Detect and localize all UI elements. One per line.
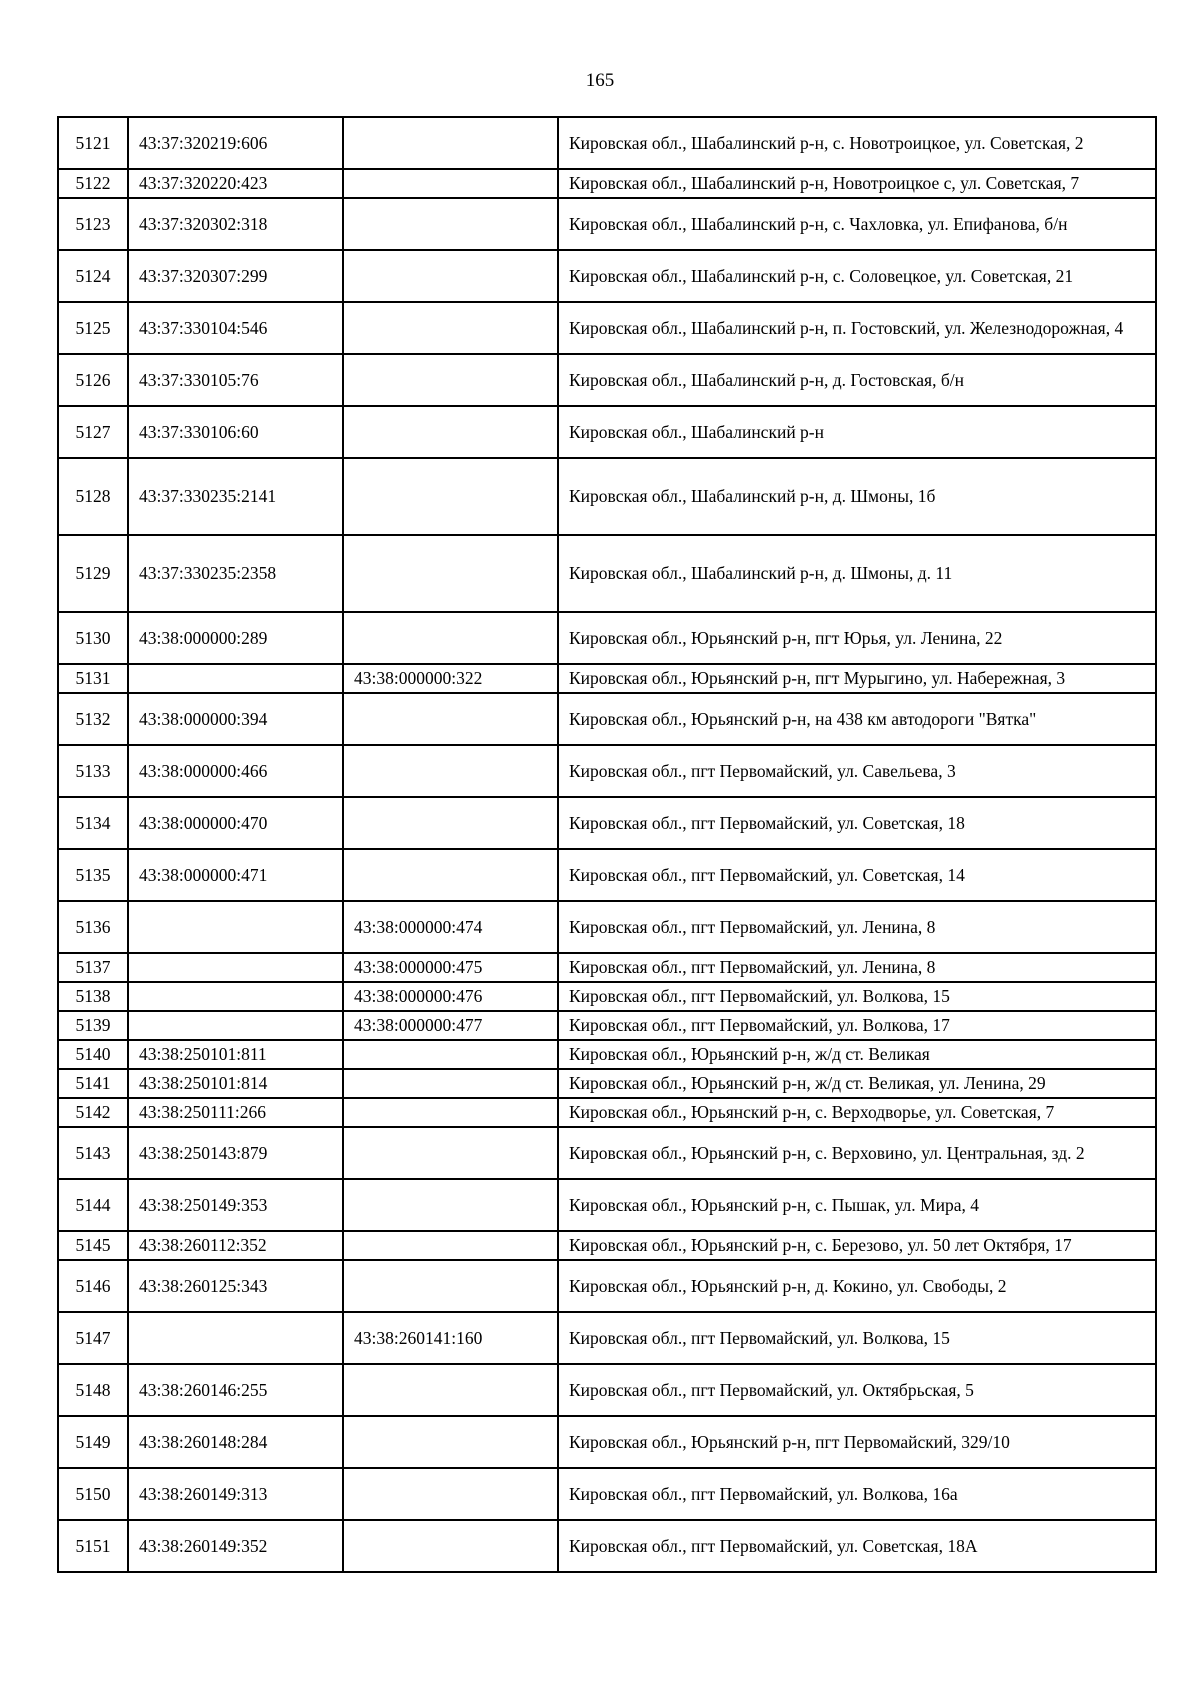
cadastral-number-primary xyxy=(128,1011,343,1040)
table-row xyxy=(58,901,1156,953)
address-cell: Кировская обл., Юрьянский р-н, пгт Мурыгино, ул. Набережная, 3 xyxy=(558,664,1156,693)
address-cell: Кировская обл., пгт Первомайский, ул. Волкова, 16а xyxy=(558,1468,1156,1520)
cadastral-number-primary: 43:38:260148:284 xyxy=(128,1416,343,1468)
row-number: 5137 xyxy=(58,953,128,982)
row-number: 5129 xyxy=(58,535,128,612)
row-number: 5134 xyxy=(58,797,128,849)
table-row xyxy=(58,1312,1156,1364)
table-row xyxy=(58,693,1156,745)
address-cell: Кировская обл., пгт Первомайский, ул. Ленина, 8 xyxy=(558,901,1156,953)
row-number: 5150 xyxy=(58,1468,128,1520)
row-number: 5131 xyxy=(58,664,128,693)
row-number: 5125 xyxy=(58,302,128,354)
cadastral-number-secondary xyxy=(343,1098,558,1127)
address-cell: Кировская обл., пгт Первомайский, ул. Советская, 18 xyxy=(558,797,1156,849)
cadastral-number-secondary xyxy=(343,1069,558,1098)
row-number: 5124 xyxy=(58,250,128,302)
cadastral-number-primary: 43:37:320219:606 xyxy=(128,117,343,169)
cadastral-number-secondary xyxy=(343,198,558,250)
row-number: 5149 xyxy=(58,1416,128,1468)
address-cell: Кировская обл., пгт Первомайский, ул. Волкова, 15 xyxy=(558,982,1156,1011)
cadastral-number-primary: 43:38:000000:466 xyxy=(128,745,343,797)
table-row xyxy=(58,1069,1156,1098)
cadastral-number-secondary xyxy=(343,1364,558,1416)
cadastral-number-secondary: 43:38:000000:476 xyxy=(343,982,558,1011)
row-number: 5121 xyxy=(58,117,128,169)
page-number: 165 xyxy=(585,70,615,91)
cadastral-number-primary: 43:38:250101:811 xyxy=(128,1040,343,1069)
address-cell: Кировская обл., пгт Первомайский, ул. Советская, 14 xyxy=(558,849,1156,901)
address-cell: Кировская обл., Шабалинский р-н, д. Шмоны, 1б xyxy=(558,458,1156,535)
cadastral-number-secondary xyxy=(343,117,558,169)
cadastral-number-primary: 43:38:260112:352 xyxy=(128,1231,343,1260)
cadastral-number-secondary xyxy=(343,693,558,745)
address-cell: Кировская обл., Шабалинский р-н, с. Соловецкое, ул. Советская, 21 xyxy=(558,250,1156,302)
table-row xyxy=(58,1127,1156,1179)
address-cell: Кировская обл., Шабалинский р-н, с. Чахловка, ул. Епифанова, б/н xyxy=(558,198,1156,250)
table-row xyxy=(58,1416,1156,1468)
cadastral-number-primary xyxy=(128,953,343,982)
cadastral-number-primary: 43:38:260125:343 xyxy=(128,1260,343,1312)
cadastral-number-primary: 43:38:250101:814 xyxy=(128,1069,343,1098)
row-number: 5127 xyxy=(58,406,128,458)
cadastral-number-secondary xyxy=(343,849,558,901)
table-row xyxy=(58,1260,1156,1312)
address-cell: Кировская обл., Шабалинский р-н xyxy=(558,406,1156,458)
table-row xyxy=(58,198,1156,250)
cadastral-number-secondary xyxy=(343,1520,558,1572)
cadastral-number-secondary xyxy=(343,745,558,797)
table-row xyxy=(58,406,1156,458)
row-number: 5135 xyxy=(58,849,128,901)
cadastral-number-primary: 43:38:250111:266 xyxy=(128,1098,343,1127)
address-cell: Кировская обл., Юрьянский р-н, д. Кокино, ул. Свободы, 2 xyxy=(558,1260,1156,1312)
cadastral-number-secondary xyxy=(343,1127,558,1179)
address-cell: Кировская обл., Юрьянский р-н, ж/д ст. Великая, ул. Ленина, 29 xyxy=(558,1069,1156,1098)
cadastral-number-secondary xyxy=(343,458,558,535)
cadastral-number-primary: 43:38:250149:353 xyxy=(128,1179,343,1231)
cadastral-number-primary: 43:37:320220:423 xyxy=(128,169,343,198)
cadastral-number-secondary: 43:38:000000:474 xyxy=(343,901,558,953)
table-row xyxy=(58,664,1156,693)
address-cell: Кировская обл., Юрьянский р-н, на 438 км автодороги "Вятка" xyxy=(558,693,1156,745)
row-number: 5145 xyxy=(58,1231,128,1260)
address-cell: Кировская обл., Юрьянский р-н, ж/д ст. Великая xyxy=(558,1040,1156,1069)
address-cell: Кировская обл., Юрьянский р-н, с. Верховино, ул. Центральная, зд. 2 xyxy=(558,1127,1156,1179)
table-row xyxy=(58,1364,1156,1416)
row-number: 5122 xyxy=(58,169,128,198)
cadastral-number-secondary xyxy=(343,169,558,198)
cadastral-number-secondary: 43:38:000000:475 xyxy=(343,953,558,982)
cadastral-number-primary: 43:37:320302:318 xyxy=(128,198,343,250)
table-row xyxy=(58,535,1156,612)
address-cell: Кировская обл., пгт Первомайский, ул. Савельева, 3 xyxy=(558,745,1156,797)
cadastral-number-primary xyxy=(128,901,343,953)
row-number: 5136 xyxy=(58,901,128,953)
row-number: 5147 xyxy=(58,1312,128,1364)
cadastral-number-primary xyxy=(128,1312,343,1364)
address-cell: Кировская обл., Юрьянский р-н, с. Верходворье, ул. Советская, 7 xyxy=(558,1098,1156,1127)
cadastral-number-secondary xyxy=(343,797,558,849)
row-number: 5123 xyxy=(58,198,128,250)
cadastral-number-secondary xyxy=(343,1468,558,1520)
cadastral-number-primary: 43:38:250143:879 xyxy=(128,1127,343,1179)
cadastral-number-secondary xyxy=(343,1231,558,1260)
row-number: 5126 xyxy=(58,354,128,406)
cadastral-number-primary xyxy=(128,982,343,1011)
table-row xyxy=(58,745,1156,797)
table-row xyxy=(58,1179,1156,1231)
cadastral-number-primary: 43:37:330106:60 xyxy=(128,406,343,458)
cadastral-number-secondary: 43:38:260141:160 xyxy=(343,1312,558,1364)
table-row xyxy=(58,612,1156,664)
cadastral-number-secondary xyxy=(343,1179,558,1231)
table-row xyxy=(58,117,1156,169)
address-cell: Кировская обл., Юрьянский р-н, с. Березово, ул. 50 лет Октября, 17 xyxy=(558,1231,1156,1260)
registry-table-body xyxy=(58,117,1156,1572)
address-cell: Кировская обл., Шабалинский р-н, п. Гостовский, ул. Железнодорожная, 4 xyxy=(558,302,1156,354)
registry-table xyxy=(57,116,1157,1573)
cadastral-number-primary: 43:38:000000:471 xyxy=(128,849,343,901)
cadastral-number-primary xyxy=(128,664,343,693)
row-number: 5133 xyxy=(58,745,128,797)
table-row xyxy=(58,1011,1156,1040)
cadastral-number-primary: 43:38:000000:289 xyxy=(128,612,343,664)
row-number: 5143 xyxy=(58,1127,128,1179)
table-row xyxy=(58,797,1156,849)
table-row xyxy=(58,849,1156,901)
cadastral-number-primary: 43:38:000000:394 xyxy=(128,693,343,745)
address-cell: Кировская обл., Шабалинский р-н, Новотроицкое с, ул. Советская, 7 xyxy=(558,169,1156,198)
cadastral-number-primary: 43:38:260146:255 xyxy=(128,1364,343,1416)
table-row xyxy=(58,953,1156,982)
table-row xyxy=(58,354,1156,406)
row-number: 5139 xyxy=(58,1011,128,1040)
cadastral-number-primary: 43:37:320307:299 xyxy=(128,250,343,302)
address-cell: Кировская обл., Юрьянский р-н, с. Пышак, ул. Мира, 4 xyxy=(558,1179,1156,1231)
row-number: 5146 xyxy=(58,1260,128,1312)
cadastral-number-primary: 43:38:000000:470 xyxy=(128,797,343,849)
address-cell: Кировская обл., Юрьянский р-н, пгт Юрья, ул. Ленина, 22 xyxy=(558,612,1156,664)
table-row xyxy=(58,1231,1156,1260)
cadastral-number-secondary: 43:38:000000:322 xyxy=(343,664,558,693)
cadastral-number-primary: 43:37:330235:2358 xyxy=(128,535,343,612)
table-row xyxy=(58,458,1156,535)
cadastral-number-secondary xyxy=(343,535,558,612)
table-row xyxy=(58,982,1156,1011)
table-row xyxy=(58,1098,1156,1127)
row-number: 5130 xyxy=(58,612,128,664)
row-number: 5132 xyxy=(58,693,128,745)
cadastral-number-primary: 43:37:330104:546 xyxy=(128,302,343,354)
cadastral-number-secondary xyxy=(343,1416,558,1468)
address-cell: Кировская обл., пгт Первомайский, ул. Ленина, 8 xyxy=(558,953,1156,982)
row-number: 5142 xyxy=(58,1098,128,1127)
address-cell: Кировская обл., пгт Первомайский, ул. Волкова, 17 xyxy=(558,1011,1156,1040)
row-number: 5148 xyxy=(58,1364,128,1416)
address-cell: Кировская обл., пгт Первомайский, ул. Волкова, 15 xyxy=(558,1312,1156,1364)
cadastral-number-primary: 43:38:260149:313 xyxy=(128,1468,343,1520)
cadastral-number-primary: 43:37:330105:76 xyxy=(128,354,343,406)
cadastral-number-secondary xyxy=(343,354,558,406)
row-number: 5141 xyxy=(58,1069,128,1098)
cadastral-number-secondary xyxy=(343,302,558,354)
address-cell: Кировская обл., Шабалинский р-н, с. Новотроицкое, ул. Советская, 2 xyxy=(558,117,1156,169)
table-row xyxy=(58,1520,1156,1572)
table-row xyxy=(58,302,1156,354)
address-cell: Кировская обл., Юрьянский р-н, пгт Первомайский, 329/10 xyxy=(558,1416,1156,1468)
cadastral-number-primary: 43:37:330235:2141 xyxy=(128,458,343,535)
table-row xyxy=(58,1468,1156,1520)
cadastral-number-secondary xyxy=(343,612,558,664)
table-row xyxy=(58,1040,1156,1069)
address-cell: Кировская обл., Шабалинский р-н, д. Шмоны, д. 11 xyxy=(558,535,1156,612)
cadastral-number-secondary xyxy=(343,1040,558,1069)
cadastral-number-primary: 43:38:260149:352 xyxy=(128,1520,343,1572)
cadastral-number-secondary xyxy=(343,250,558,302)
row-number: 5138 xyxy=(58,982,128,1011)
address-cell: Кировская обл., Шабалинский р-н, д. Гостовская, б/н xyxy=(558,354,1156,406)
table-row xyxy=(58,250,1156,302)
cadastral-number-secondary: 43:38:000000:477 xyxy=(343,1011,558,1040)
cadastral-number-secondary xyxy=(343,406,558,458)
address-cell: Кировская обл., пгт Первомайский, ул. Октябрьская, 5 xyxy=(558,1364,1156,1416)
row-number: 5128 xyxy=(58,458,128,535)
cadastral-number-secondary xyxy=(343,1260,558,1312)
row-number: 5140 xyxy=(58,1040,128,1069)
address-cell: Кировская обл., пгт Первомайский, ул. Советская, 18А xyxy=(558,1520,1156,1572)
row-number: 5151 xyxy=(58,1520,128,1572)
table-row xyxy=(58,169,1156,198)
row-number: 5144 xyxy=(58,1179,128,1231)
